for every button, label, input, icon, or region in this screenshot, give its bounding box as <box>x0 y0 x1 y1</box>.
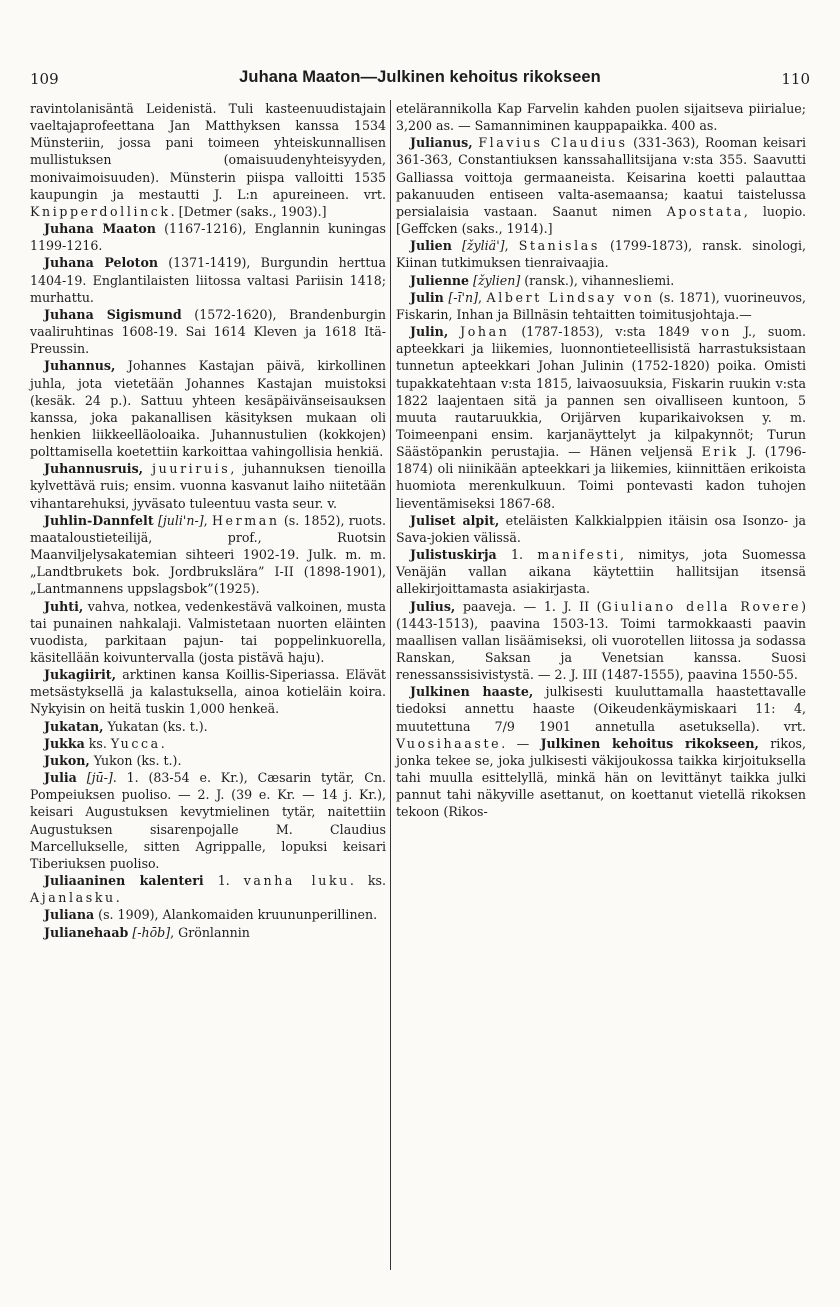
entry-jukatan: Jukatan, Yukatan (ks. t.). <box>44 718 208 734</box>
entry-juhana-sigismund: Juhana Sigismund (1572-1620), Brandenburgin vaaliruhtinas 1608-19. Sai 1614 Kleven ja 1618 Itä-Preussin. <box>30 306 386 357</box>
entry-juhannusruis: Juhannusruis, juuriruis, juhannuksen tienoilla kylvettävä ruis; ensim. vuonna kasvanut laiho niitetään vihantarehuksi, jyväsato tuleentuu vasta seur. v. <box>30 461 386 511</box>
entry-julistuskirja: Julistuskirja 1. manifesti, nimitys, jota Suomessa Venäjän vallan aikana käytettiin hallitsijan itsensä allekirjoittamasta asiakirjasta. <box>396 547 806 597</box>
entry-jukagiirit: Jukagiirit, arktinen kansa Koillis-Siperiassa. Elävät metsästyksellä ja kalastuksella, ainoa kotieläin koira. Nykyisin on heitä tuskin 1,000 henkeä. <box>30 667 386 717</box>
entry-juhti: Juhti, vahva, notkea, vedenkestävä valkoinen, musta tai punainen nahkalaji. Valmistetaan nuorten eläinten vuodista, parkitaan pajun- tai poppelinkuorella, käsitellään koivuntervalla (josta pistävä haju). <box>30 598 386 665</box>
entry-juliana: Juliana (s. 1909), Alankomaiden kruununperillinen. <box>44 907 378 923</box>
entry-juhana-maaton: Juhana Maaton (1167-1216), Englannin kuningas 1199-1216. <box>30 221 386 254</box>
entry-juhlin-dannfelt: Juhlin-Dannfelt [juli'n-], Herman (s. 1852), ruots. maataloustieteilijä, prof., Ruotsin Maanviljelysakatemian sihteeri 1902-19. Julk. m. m. „Landtbrukets bok. Jordbrukslära” I-II (1898-1901), „Lantmannens uppslagsbok”(1925). <box>30 512 386 597</box>
entry-juliset-alpit: Juliset alpit, eteläisten Kalkkialppien itäisin osa Isonzo- ja Sava-jokien välissä. <box>396 512 806 545</box>
entry-jukon: Jukon, Yukon (ks. t.). <box>44 752 182 768</box>
entry-jukka: Jukka ks. Yucca. <box>44 735 165 751</box>
entry-julin-albert: Julin [-ī'n], Albert Lindsay von (s. 1871), vuorineuvos, Fiskarin, Inhan ja Billnäsin tehtaitten toimitusjohtaja.— <box>396 289 806 322</box>
entry-julianehaab: Julianehaab [-hōb], Grönlannin <box>44 924 250 940</box>
entry-juhana-peloton: Juhana Peloton (1371-1419), Burgundin herttua 1404-19. Englantilaisten liitossa valtasi Pariisin 1418; murhattu. <box>30 255 386 305</box>
entry-julianus: Julianus, Flavius Claudius (331-363), Rooman keisari 361-363, Constantiuksen kanssahallitsijana v:sta 355. Saavutti Galliassa voittoja germaaneista. Keisarina koetti palauttaa pakanuuden entiseen valta-asemaansa; kaatui taistelussa persialaisia vastaan. Saanut nimen Apostata, luopio. [Geffcken (saks., 1914).] <box>396 135 806 237</box>
entry-julius: Julius, paaveja. — 1. J. II (Giuliano della Rovere) (1443-1513), paavina 1503-13. Toimi tarmokkaasti paavin maallisen vallan lisäämiseksi, oli vuorotellen liitossa ja sodassa Ranskan, Saksan ja Venetsian kanssa. Suosi renessanssisivistystä. — 2. J. III (1487-1555), paavina 1550-55. <box>396 598 806 683</box>
entry-julkinen-haaste: Julkinen haaste, julkisesti kuuluttamalla haastettavalle tiedoksi annettu haaste (Oikeudenkäymiskaari 11: 4, muutettuna 7/9 1901 annetulla asetuksella). vrt. Vuosihaaste. — Julkinen kehoitus rikokseen, rikos, jonka tekee se, joka julkisesti väkijoukossa taikka kirjoituksella tahi muulla esittelyllä, minkä hän on levittänyt taikka julki pannut tahi näkyville asettanut, on koettanut vietellä rikoksen tekoon (Rikos- <box>396 684 807 820</box>
page-number-left: 109 <box>30 70 59 88</box>
entry-julien: Julien [žyliä'], Stanislas (1799-1873), ransk. sinologi, Kiinan tutkimuksen tienraivaajia. <box>396 238 806 271</box>
page-header <box>30 68 810 92</box>
entry-julia: Julia [jū-]. 1. (83-54 e. Kr.), Cæsarin tytär, Cn. Pompeiuksen puoliso. — 2. J. (39 e. Kr. — 14 j. Kr.), keisari Augustuksen kevytmielinen tytär, naitettiin Augustuksen sisarenpojalle M. Claudius Marcellukselle, sitten Agrippalle, lopuksi keisari Tiberiuksen puoliso. <box>30 770 386 871</box>
page-number-right: 110 <box>781 70 810 88</box>
entry-continuation: ravintolanisäntä Leidenistä. Tuli kasteenuudistajain vaeltajaprofeettana Jan Matthyksen kanssa 1534 Münsteriin, jossa pani toimeen yhteiskunnallisen mullistuksen (omaisuudenyhteisyyden, monivaimoisuuden). Münsterin piispa valloitti 1535 kaupungin ja mestautti J. L:n apureineen. vrt. Knipperdollinck. [Detmer (saks., 1903).] <box>30 101 386 219</box>
running-head: Juhana Maaton—Julkinen kehoitus rikokseen <box>239 68 601 86</box>
entry-juhannus: Juhannus, Johannes Kastajan päivä, kirkollinen juhla, jota vietetään Johannes Kastajan muistoksi (kesäk. 24 p.). Sattuu yhteen kesäpäivänseisauksen kanssa, joka pakanallisen käsityksen mukaan oli henkien liikkeelläoloaika. Juhannustulien (kokkojen) polttamisella koetettiin karkoittaa vahingollisia henkiä. <box>30 358 386 460</box>
column-divider <box>390 100 391 1270</box>
entry-juliaaninen-kalenteri: Juliaaninen kalenteri 1. vanha luku. ks. Ajanlasku. <box>30 873 386 906</box>
entry-continuation: etelärannikolla Kap Farvelin kahden puolen sijaitseva piirialue; 3,200 as. — Samanniminen kauppapaikka. 400 as. <box>396 101 806 134</box>
entry-julienne: Julienne [žylien] (ransk.), vihannesliemi. <box>410 272 675 288</box>
left-column <box>30 100 386 941</box>
entry-julin-johan: Julin, Johan (1787-1853), v:sta 1849 von J., suom. apteekkari ja liikemies, luonnontieteellisistä harrastuksistaan tunnetun apteekkari Johan Julinin (1752-1820) poika. Omisti tupakkatehtaan v:sta 1815, laivaosuuksia, Fiskarin ruukin v:sta 1822 laajentaen sitä ja pannen sen oivalliseen kuntoon, 5 muuta rautaruukkia, Orijärven kuparikaivoksen y. m. Toimeenpani ensim. karjanäyttelyt ja kilpakynnöt; Turun Säästöpankin perustajia. — Hänen veljensä Erik J. (1796-1874) oli niinikään apteekkari ja liikemies, kiinnittäen erikoista huomiota merenkulkuun. Toimi pontevasti kadon tuhojen lieventämiseksi 1867-68. <box>396 324 806 511</box>
right-column <box>396 100 806 821</box>
